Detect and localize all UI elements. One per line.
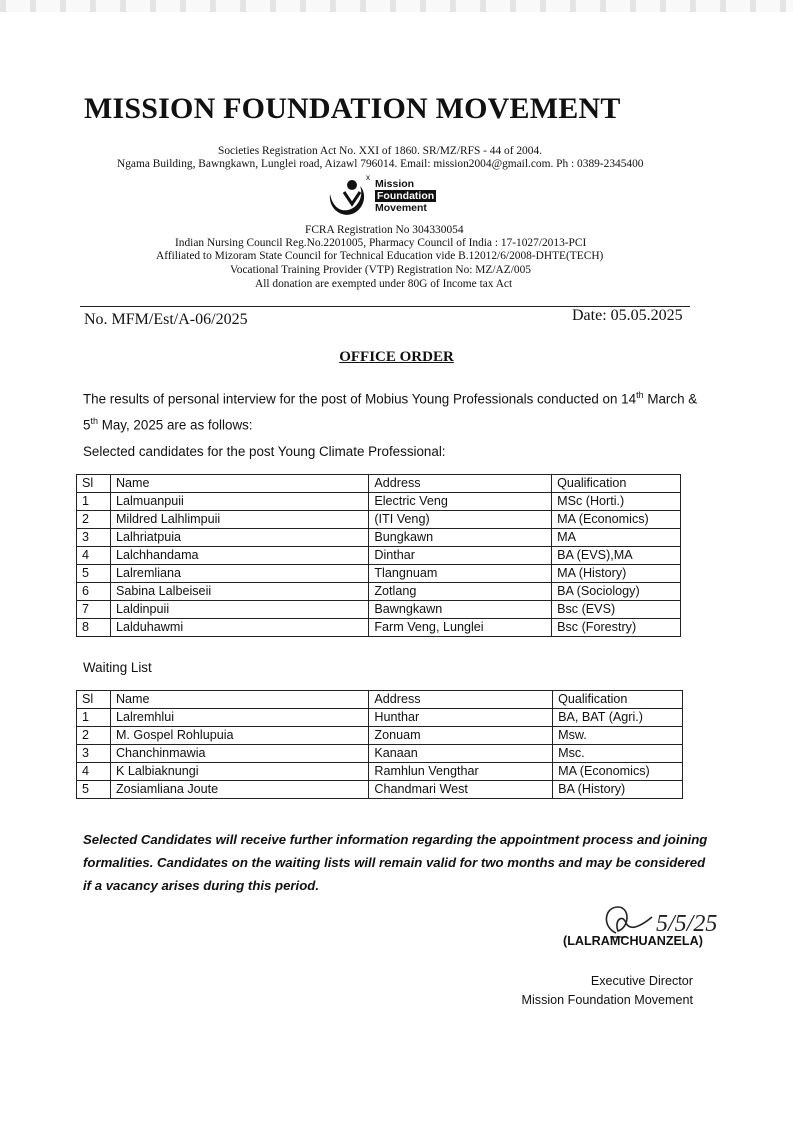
table-cell: BA (History) [553,781,683,799]
table-cell: Chandmari West [369,781,553,799]
table-row [77,529,681,547]
table-cell: 8 [77,619,111,637]
table-cell: Msw. [553,727,683,745]
table-cell: 7 [77,601,111,619]
exemption-line: All donation are exempted under 80G of Income tax Act [255,278,513,290]
closing-note: Selected Candidates will receive further information regarding the appointment process and joining formalities. Candidates on the waiting lists will remain valid for two months and may be considered if a vacancy arises during this period. [83,832,708,893]
table-cell: Chanchinmawia [110,745,368,763]
table-cell: Bawngkawn [369,601,552,619]
selected-heading: Selected candidates for the post Young Climate Professional: [83,444,446,459]
table-cell: 2 [77,727,111,745]
table-row [77,619,681,637]
table-row [77,727,683,745]
waiting-list-table [76,690,683,799]
table-cell: Tlangnuam [369,565,552,583]
table-row [77,583,681,601]
table-cell: Mildred Lalhlimpuii [110,511,368,529]
table-header-row [77,475,681,493]
table-cell: Lalchhandama [110,547,368,565]
waiting-heading: Waiting List [83,660,152,675]
scan-edge [0,0,793,12]
table-cell: Lalhriatpuia [110,529,368,547]
table-cell: 2 [77,511,111,529]
table-header-row [77,691,683,709]
header-qualification: Qualification [552,475,681,493]
table-cell: Kanaan [369,745,553,763]
svg-text:x: x [366,173,370,182]
document-title: OFFICE ORDER [339,349,454,365]
header-qualification: Qualification [553,691,683,709]
table-cell: Msc. [553,745,683,763]
registration-line: Societies Registration Act No. XXI of 1860. SR/MZ/RFS - 44 of 2004. [218,145,542,157]
signatory-org: Mission Foundation Movement [521,993,693,1007]
table-cell: Dinthar [369,547,552,565]
table-cell: Electric Veng [369,493,552,511]
table-row [77,565,681,583]
table-row [77,547,681,565]
signatory-role: Executive Director [590,974,693,988]
table-cell: Bungkawn [369,529,552,547]
table-cell: Lalmuanpuii [110,493,368,511]
table-cell: Zonuam [369,727,553,745]
address-line: Ngama Building, Bawngkawn, Lunglei road, Aizawl 796014. Email: mission2004@gmail.com. Ph : 0389-2345400 [117,158,644,170]
table-cell: 1 [77,493,111,511]
table-cell: 1 [77,709,111,727]
vtp-line: Vocational Training Provider (VTP) Registration No: MZ/AZ/005 [230,264,531,276]
table-cell: M. Gospel Rohlupuia [110,727,368,745]
table-cell: 3 [77,529,111,547]
table-row [77,709,683,727]
logo-wordmark [375,178,436,214]
table-cell: Zosiamliana Joute [110,781,368,799]
selected-candidates-table [76,474,681,637]
logo-line3: Movement [375,202,427,214]
table-cell: Bsc (Forestry) [552,619,681,637]
table-cell: 4 [77,763,111,781]
table-cell: Sabina Lalbeiseii [110,583,368,601]
org-name: MISSION FOUNDATION MOVEMENT [84,92,621,125]
logo-line1: Mission [375,178,415,190]
header-name: Name [110,475,368,493]
table-cell: 5 [77,565,111,583]
table-cell: MSc (Horti.) [552,493,681,511]
nursing-line: Indian Nursing Council Reg.No.2201005, Pharmacy Council of India : 17-1027/2013-PCI [175,237,587,249]
table-cell: Farm Veng, Lunglei [369,619,552,637]
reference-number: No. MFM/Est/A-06/2025 [84,311,248,328]
org-logo [322,172,452,222]
table-cell: MA (Economics) [553,763,683,781]
table-cell: Laldinpuii [110,601,368,619]
table-cell: K Lalbiaknungi [110,763,368,781]
table-cell: MA (Economics) [552,511,681,529]
logo-emblem-icon [322,172,374,222]
table-cell: (ITI Veng) [369,511,552,529]
table-cell: Lalremhlui [110,709,368,727]
table-row [77,781,683,799]
signatory-name: (LALRAMCHUANZELA) [563,934,703,948]
table-cell: BA, BAT (Agri.) [553,709,683,727]
table-cell: 6 [77,583,111,601]
table-row [77,493,681,511]
table-cell: MA [552,529,681,547]
header-name: Name [110,691,368,709]
table-cell: Lalduhawmi [110,619,368,637]
table-row [77,511,681,529]
header-sl: Sl [77,475,111,493]
table-cell: 3 [77,745,111,763]
header-address: Address [369,475,552,493]
fcra-line: FCRA Registration No 304330054 [305,224,464,236]
header-address: Address [369,691,553,709]
table-cell: MA (History) [552,565,681,583]
header-sl: Sl [77,691,111,709]
table-cell: BA (EVS),MA [552,547,681,565]
table-row [77,745,683,763]
table-cell: Zotlang [369,583,552,601]
table-cell: Bsc (EVS) [552,601,681,619]
signature-date: 5/5/25 [656,911,718,937]
table-cell: 4 [77,547,111,565]
intro-paragraph: The results of personal interview for the post of Mobius Young Professionals conducted on 14th March & 5th May, 2025 are as follows: [83,390,698,433]
table-row [77,763,683,781]
table-cell: Lalremliana [110,565,368,583]
table-cell: Hunthar [369,709,553,727]
order-date: Date: 05.05.2025 [572,307,683,324]
table-cell: BA (Sociology) [552,583,681,601]
table-row [77,601,681,619]
logo-line2: Foundation [377,190,435,202]
affiliation-line: Affiliated to Mizoram State Council for Technical Education vide B.12012/6/2008-DHTE(TECH) [156,250,604,262]
table-cell: Ramhlun Vengthar [369,763,553,781]
table-cell: 5 [77,781,111,799]
